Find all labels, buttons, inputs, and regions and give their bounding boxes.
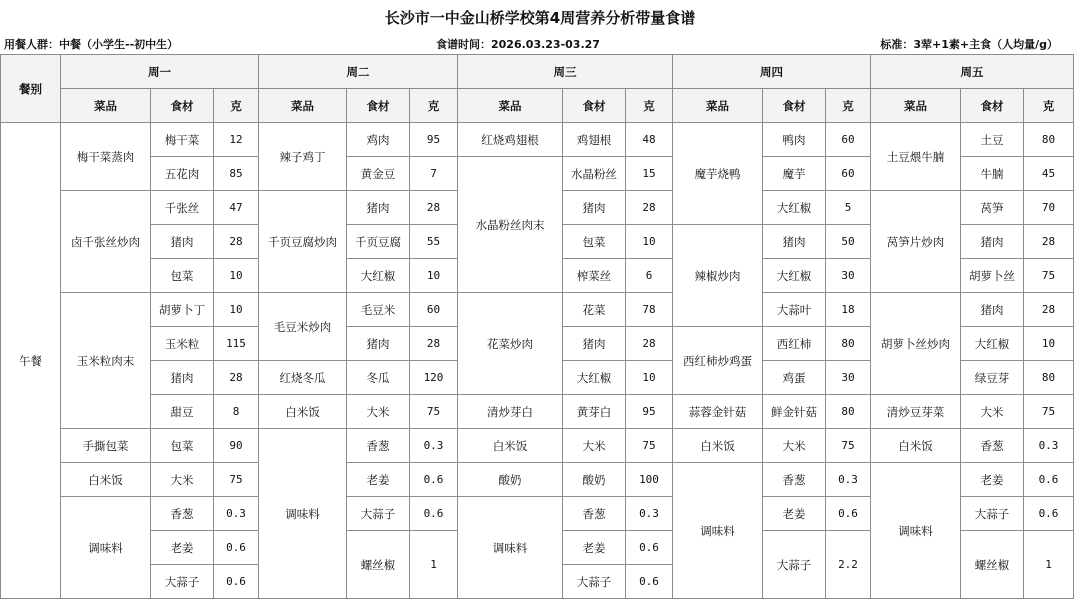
dish-name: 莴笋片炒肉 (871, 191, 961, 293)
ingredient-column-header: 食材 (563, 89, 626, 123)
dish-name: 水晶粉丝肉末 (458, 157, 563, 293)
ingredient-name: 大米 (763, 429, 826, 463)
menu-row (1, 395, 1074, 429)
ingredient-name: 包菜 (151, 429, 214, 463)
diner-group: 用餐人群：中餐（小学生--初中生） (4, 38, 179, 51)
ingredient-grams: 0.6 (214, 531, 259, 565)
dish-name: 卤千张丝炒肉 (61, 191, 151, 293)
menu-row (1, 429, 1074, 463)
dish-name: 辣子鸡丁 (259, 123, 347, 191)
ingredient-grams: 28 (214, 361, 259, 395)
ingredient-grams: 10 (214, 259, 259, 293)
ingredient-name: 猪肉 (563, 327, 626, 361)
ingredient-grams: 30 (826, 259, 871, 293)
ingredient-grams: 10 (214, 293, 259, 327)
ingredient-grams: 45 (1024, 157, 1074, 191)
dish-name: 白米饭 (458, 429, 563, 463)
ingredient-name: 西红柿 (763, 327, 826, 361)
ingredient-grams: 0.6 (626, 565, 673, 599)
ingredient-grams: 80 (826, 395, 871, 429)
dish-name: 红烧鸡翅根 (458, 123, 563, 157)
ingredient-grams: 75 (626, 429, 673, 463)
grams-column-header: 克 (826, 89, 871, 123)
ingredient-name: 大蒜子 (763, 531, 826, 599)
ingredient-grams: 8 (214, 395, 259, 429)
ingredient-name: 大蒜叶 (763, 293, 826, 327)
ingredient-grams: 10 (1024, 327, 1074, 361)
ingredient-grams: 28 (626, 327, 673, 361)
ingredient-grams: 70 (1024, 191, 1074, 225)
ingredient-name: 大米 (151, 463, 214, 497)
ingredient-name: 猪肉 (347, 191, 410, 225)
dish-name: 花菜炒肉 (458, 293, 563, 395)
ingredient-name: 大红椒 (961, 327, 1024, 361)
ingredient-name: 莴笋 (961, 191, 1024, 225)
menu-row (1, 463, 1074, 497)
ingredient-name: 大红椒 (763, 259, 826, 293)
ingredient-grams: 95 (410, 123, 458, 157)
ingredient-name: 大蒜子 (563, 565, 626, 599)
ingredient-name: 螺丝椒 (961, 531, 1024, 599)
ingredient-name: 老姜 (347, 463, 410, 497)
ingredient-name: 梅干菜 (151, 123, 214, 157)
ingredient-grams: 0.3 (826, 463, 871, 497)
ingredient-grams: 15 (626, 157, 673, 191)
ingredient-grams: 0.6 (1024, 497, 1074, 531)
dish-name: 手撕包菜 (61, 429, 151, 463)
ingredient-grams: 1 (410, 531, 458, 599)
ingredient-grams: 80 (1024, 123, 1074, 157)
dish-name: 毛豆米炒肉 (259, 293, 347, 361)
ingredient-grams: 85 (214, 157, 259, 191)
ingredient-name: 大蒜子 (347, 497, 410, 531)
ingredient-name: 猪肉 (347, 327, 410, 361)
ingredient-grams: 80 (826, 327, 871, 361)
ingredient-grams: 120 (410, 361, 458, 395)
ingredient-grams: 75 (410, 395, 458, 429)
ingredient-name: 千张丝 (151, 191, 214, 225)
ingredient-grams: 90 (214, 429, 259, 463)
ingredient-grams: 60 (826, 157, 871, 191)
ingredient-name: 包菜 (563, 225, 626, 259)
ingredient-name: 鲜金针菇 (763, 395, 826, 429)
ingredient-name: 大米 (563, 429, 626, 463)
ingredient-name: 老姜 (151, 531, 214, 565)
ingredient-name: 猪肉 (961, 225, 1024, 259)
ingredient-name: 鸭肉 (763, 123, 826, 157)
ingredient-grams: 48 (626, 123, 673, 157)
dish-column-header: 菜品 (61, 89, 151, 123)
ingredient-grams: 6 (626, 259, 673, 293)
ingredient-name: 毛豆米 (347, 293, 410, 327)
dish-name: 蒜蓉金针菇 (673, 395, 763, 429)
dish-column-header: 菜品 (458, 89, 563, 123)
ingredient-grams: 7 (410, 157, 458, 191)
dish-name: 调味料 (259, 429, 347, 599)
ingredient-name: 土豆 (961, 123, 1024, 157)
dish-name: 酸奶 (458, 463, 563, 497)
ingredient-name: 酸奶 (563, 463, 626, 497)
day-header: 周一 (61, 55, 259, 89)
menu-body (1, 55, 1074, 599)
dish-name: 白米饭 (61, 463, 151, 497)
ingredient-grams: 28 (410, 191, 458, 225)
ingredient-name: 魔芋 (763, 157, 826, 191)
ingredient-name: 香葱 (961, 429, 1024, 463)
ingredient-grams: 60 (410, 293, 458, 327)
ingredient-grams: 0.6 (214, 565, 259, 599)
ingredient-grams: 0.3 (1024, 429, 1074, 463)
ingredient-column-header: 食材 (961, 89, 1024, 123)
ingredient-name: 香葱 (563, 497, 626, 531)
ingredient-grams: 10 (626, 225, 673, 259)
dish-column-header: 菜品 (871, 89, 961, 123)
ingredient-name: 包菜 (151, 259, 214, 293)
dish-name: 千页豆腐炒肉 (259, 191, 347, 293)
meal-label: 午餐 (1, 123, 61, 599)
ingredient-grams: 115 (214, 327, 259, 361)
ingredient-name: 大米 (961, 395, 1024, 429)
ingredient-name: 玉米粒 (151, 327, 214, 361)
ingredient-name: 老姜 (763, 497, 826, 531)
day-header: 周二 (259, 55, 458, 89)
dish-name: 梅干菜蒸肉 (61, 123, 151, 191)
ingredient-name: 冬瓜 (347, 361, 410, 395)
ingredient-name: 香葱 (151, 497, 214, 531)
dish-name: 清炒豆芽菜 (871, 395, 961, 429)
dish-name: 清炒芽白 (458, 395, 563, 429)
ingredient-grams: 30 (826, 361, 871, 395)
ingredient-grams: 0.6 (410, 463, 458, 497)
ingredient-column-header: 食材 (763, 89, 826, 123)
ingredient-name: 鸡蛋 (763, 361, 826, 395)
ingredient-grams: 0.3 (626, 497, 673, 531)
ingredient-name: 猪肉 (961, 293, 1024, 327)
grams-column-header: 克 (410, 89, 458, 123)
ingredient-name: 香葱 (763, 463, 826, 497)
ingredient-name: 黄金豆 (347, 157, 410, 191)
ingredient-grams: 75 (826, 429, 871, 463)
ingredient-grams: 60 (826, 123, 871, 157)
portion-standard: 标准：3荤+1素+主食（人均量/g） (880, 38, 1058, 51)
menu-row (1, 123, 1074, 157)
ingredient-name: 榨菜丝 (563, 259, 626, 293)
ingredient-grams: 100 (626, 463, 673, 497)
ingredient-name: 绿豆芽 (961, 361, 1024, 395)
ingredient-name: 猪肉 (563, 191, 626, 225)
ingredient-name: 老姜 (563, 531, 626, 565)
dish-name: 辣椒炒肉 (673, 225, 763, 327)
ingredient-name: 鸡翅根 (563, 123, 626, 157)
header-row-columns (1, 89, 1074, 123)
ingredient-grams: 75 (1024, 259, 1074, 293)
ingredient-name: 牛腩 (961, 157, 1024, 191)
dish-name: 白米饭 (673, 429, 763, 463)
ingredient-name: 花菜 (563, 293, 626, 327)
ingredient-name: 五花肉 (151, 157, 214, 191)
ingredient-column-header: 食材 (151, 89, 214, 123)
ingredient-name: 胡萝卜丁 (151, 293, 214, 327)
ingredient-grams: 55 (410, 225, 458, 259)
dish-name: 胡萝卜丝炒肉 (871, 293, 961, 395)
ingredient-grams: 0.6 (626, 531, 673, 565)
dish-name: 红烧冬瓜 (259, 361, 347, 395)
ingredient-grams: 28 (410, 327, 458, 361)
ingredient-grams: 50 (826, 225, 871, 259)
ingredient-name: 猪肉 (151, 225, 214, 259)
dish-name: 白米饭 (259, 395, 347, 429)
grams-column-header: 克 (1024, 89, 1074, 123)
ingredient-name: 螺丝椒 (347, 531, 410, 599)
ingredient-name: 大红椒 (347, 259, 410, 293)
ingredient-column-header: 食材 (347, 89, 410, 123)
ingredient-grams: 0.3 (410, 429, 458, 463)
ingredient-grams: 28 (1024, 293, 1074, 327)
ingredient-name: 大蒜子 (961, 497, 1024, 531)
ingredient-name: 水晶粉丝 (563, 157, 626, 191)
dish-name: 魔芋烧鸭 (673, 123, 763, 225)
menu-row (1, 293, 1074, 327)
ingredient-grams: 0.6 (826, 497, 871, 531)
ingredient-grams: 18 (826, 293, 871, 327)
ingredient-name: 黄芽白 (563, 395, 626, 429)
ingredient-name: 猪肉 (763, 225, 826, 259)
ingredient-grams: 0.6 (1024, 463, 1074, 497)
ingredient-grams: 2.2 (826, 531, 871, 599)
ingredient-grams: 5 (826, 191, 871, 225)
dish-column-header: 菜品 (259, 89, 347, 123)
day-header: 周五 (871, 55, 1074, 89)
meal-column-header: 餐别 (1, 55, 61, 123)
dish-name: 白米饭 (871, 429, 961, 463)
dish-name: 调味料 (673, 463, 763, 599)
ingredient-grams: 28 (1024, 225, 1074, 259)
ingredient-name: 鸡肉 (347, 123, 410, 157)
grams-column-header: 克 (626, 89, 673, 123)
day-header: 周四 (673, 55, 871, 89)
ingredient-grams: 0.3 (214, 497, 259, 531)
ingredient-grams: 78 (626, 293, 673, 327)
dish-name: 调味料 (458, 497, 563, 599)
ingredient-name: 猪肉 (151, 361, 214, 395)
ingredient-grams: 10 (626, 361, 673, 395)
dish-name: 调味料 (871, 463, 961, 599)
dish-column-header: 菜品 (673, 89, 763, 123)
grams-column-header: 克 (214, 89, 259, 123)
ingredient-grams: 75 (214, 463, 259, 497)
menu-date-range: 食谱时间：2026.03.23-03.27 (436, 38, 600, 51)
ingredient-grams: 0.6 (410, 497, 458, 531)
ingredient-grams: 28 (626, 191, 673, 225)
ingredient-grams: 1 (1024, 531, 1074, 599)
ingredient-grams: 10 (410, 259, 458, 293)
weekly-menu-table (0, 54, 1074, 599)
ingredient-name: 老姜 (961, 463, 1024, 497)
ingredient-name: 甜豆 (151, 395, 214, 429)
ingredient-grams: 95 (626, 395, 673, 429)
dish-name: 调味料 (61, 497, 151, 599)
header-row-days (1, 55, 1074, 89)
dish-name: 土豆煨牛腩 (871, 123, 961, 191)
ingredient-name: 大红椒 (563, 361, 626, 395)
dish-name: 玉米粒肉末 (61, 293, 151, 429)
ingredient-name: 大红椒 (763, 191, 826, 225)
ingredient-name: 大米 (347, 395, 410, 429)
ingredient-grams: 28 (214, 225, 259, 259)
dish-name: 西红柿炒鸡蛋 (673, 327, 763, 395)
page-title: 长沙市一中金山桥学校第4周营养分析带量食谱 (384, 9, 696, 27)
ingredient-name: 大蒜子 (151, 565, 214, 599)
ingredient-grams: 12 (214, 123, 259, 157)
ingredient-grams: 80 (1024, 361, 1074, 395)
ingredient-name: 香葱 (347, 429, 410, 463)
ingredient-grams: 75 (1024, 395, 1074, 429)
day-header: 周三 (458, 55, 673, 89)
ingredient-grams: 47 (214, 191, 259, 225)
ingredient-name: 千页豆腐 (347, 225, 410, 259)
ingredient-name: 胡萝卜丝 (961, 259, 1024, 293)
